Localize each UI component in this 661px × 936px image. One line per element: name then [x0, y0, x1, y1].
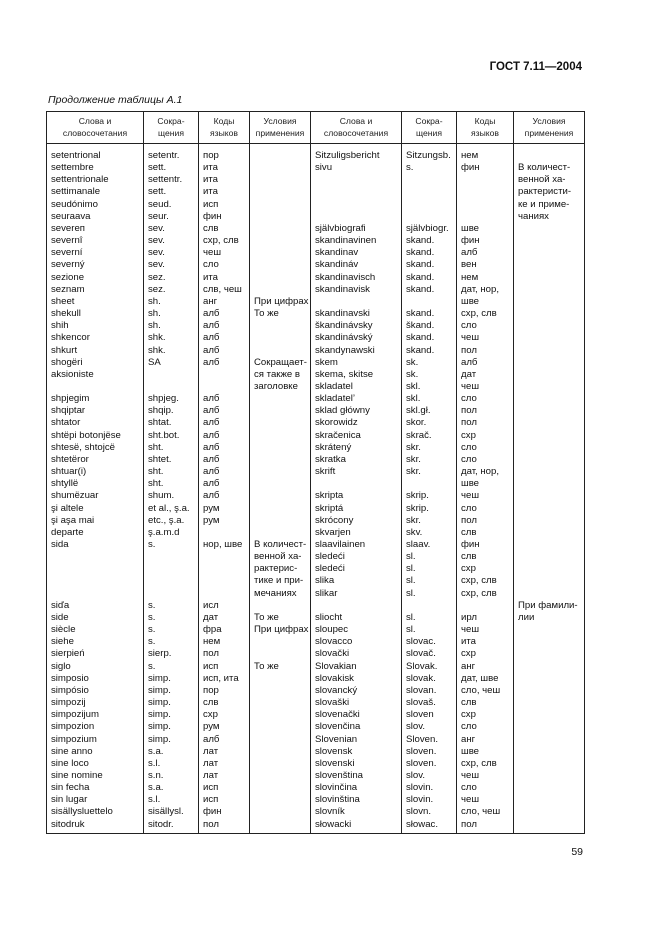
column-header-words: Слова и словосочетания — [47, 112, 144, 144]
column-header-conditions: Условия применения — [250, 112, 311, 144]
column-header-words-2: Слова и словосочетания — [311, 112, 402, 144]
table-header-row — [47, 112, 585, 144]
column-cell-lang-2: нем фин шве фин алб вен нем дат, нор, шве схр, слв сло чеш пол алб дат чеш сло пол пол схр сло сло дат, нор, шве чеш сло пол слв фин слв схр схр, слв схр, слв ирл чеш ита схр анг дат, шве сло, чеш слв схр сло анг шве схр, слв чеш сло чеш сло, чеш пол — [457, 144, 514, 834]
page-number: 59 — [571, 846, 583, 858]
table-caption: Продолжение таблицы А.1 — [48, 94, 183, 106]
table-row — [47, 144, 585, 834]
column-cell-lang: пор ита ита ита исп фин слв схр, слв чеш сло ита слв, чеш анг алб алб алб алб алб алб алб алб алб алб алб алб алб алб рум рум нор, шве исл дат фра нем пол исп исп, ита пор слв схр рум алб лат лат лат исп исп фин пол — [199, 144, 250, 834]
column-cell-conditions: При цифрах То же Сокращает- ся также в заголовке В количест- венной ха- рактерис- тике и при- мечаниях То же При цифрах То же — [250, 144, 311, 834]
column-header-abbr-2: Сокра- щения — [402, 112, 457, 144]
document-code: ГОСТ 7.11—2004 — [489, 61, 582, 73]
column-cell-words-2: Sitzuligsbericht sivu självbiografi skandinavinen skandinav skandináv skandinavisch skandinavisk skandinavski škandinávsky skandinávský skandynawski skem skema, skitse skladatel skladatel’ sklad główny skorowidz skračenica skrátený skratka skrift skripta skriptá skrócony skvarjen slaavilainen sledeći sledeći slika slikar sliocht sloupec slovacco slovački Slovakian slovakisk slovancký slovaški slovenački slovenčina Slovenian slovensk slovenski slovenština slovinčina slovinština slovník słowacki — [311, 144, 402, 834]
column-header-lang: Коды языков — [199, 112, 250, 144]
column-cell-conditions-2: В количест- венной ха- рактеристи- ке и приме- чаниях При фамили- лии — [514, 144, 585, 834]
column-cell-words: setentrional settembre settentrionale settimanale seudónimo seuraava severeп severnî severní severný sezione seznam sheet shekull shih shkencor shkurt shogëri aksioniste shpjegim shqiptar shtator shtëpi botonjëse shtesë, shtojcë shtetëror shtuar(i) shtyllë shumëzuar şi altele şi aşa mai departe sida siďa side siècle siehe sierpień siglo simposio simpósio simpozij simpozijum simpozion simpozium sine anno sine loco sine nomine sin fecha sin lugar sisällysluettelo sitodruk — [47, 144, 144, 834]
column-header-lang-2: Коды языков — [457, 112, 514, 144]
abbreviation-table — [46, 111, 585, 834]
column-cell-abbr: setentr. sett. settentr. sett. seud. seur. sev. sev. sev. sev. sez. sez. sh. sh. sh. shk. shk. SA shpjeg. shqip. shtat. sht.bot. sht. shtet. sht. sht. shum. et al., ş.a. etc., ş.a. ş.a.m.d s. s. s. s. s. sierp. s. simp. simp. simp. simp. simp. simp. s.a. s.l. s.n. s.a. s.l. sisällysl. sitodr. — [144, 144, 199, 834]
column-header-conditions-2: Условия применения — [514, 112, 585, 144]
column-cell-abbr-2: Sitzungsb. s. självbiogr. skand. skand. skand. skand. skand. skand. škand. skand. skand. sk. sk. skl. skl. skl.gł. skor. skrač. skr. skr. skr. skrip. skrip. skr. skv. slaav. sl. sl. sl. sl. sl. sl. slovac. slovač. Slovak. slovak. slovan. slovaš. sloven slov. Sloven. sloven. sloven. slov. slovin. slovin. slovn. słowac. — [402, 144, 457, 834]
column-header-abbr: Сокра- щения — [144, 112, 199, 144]
